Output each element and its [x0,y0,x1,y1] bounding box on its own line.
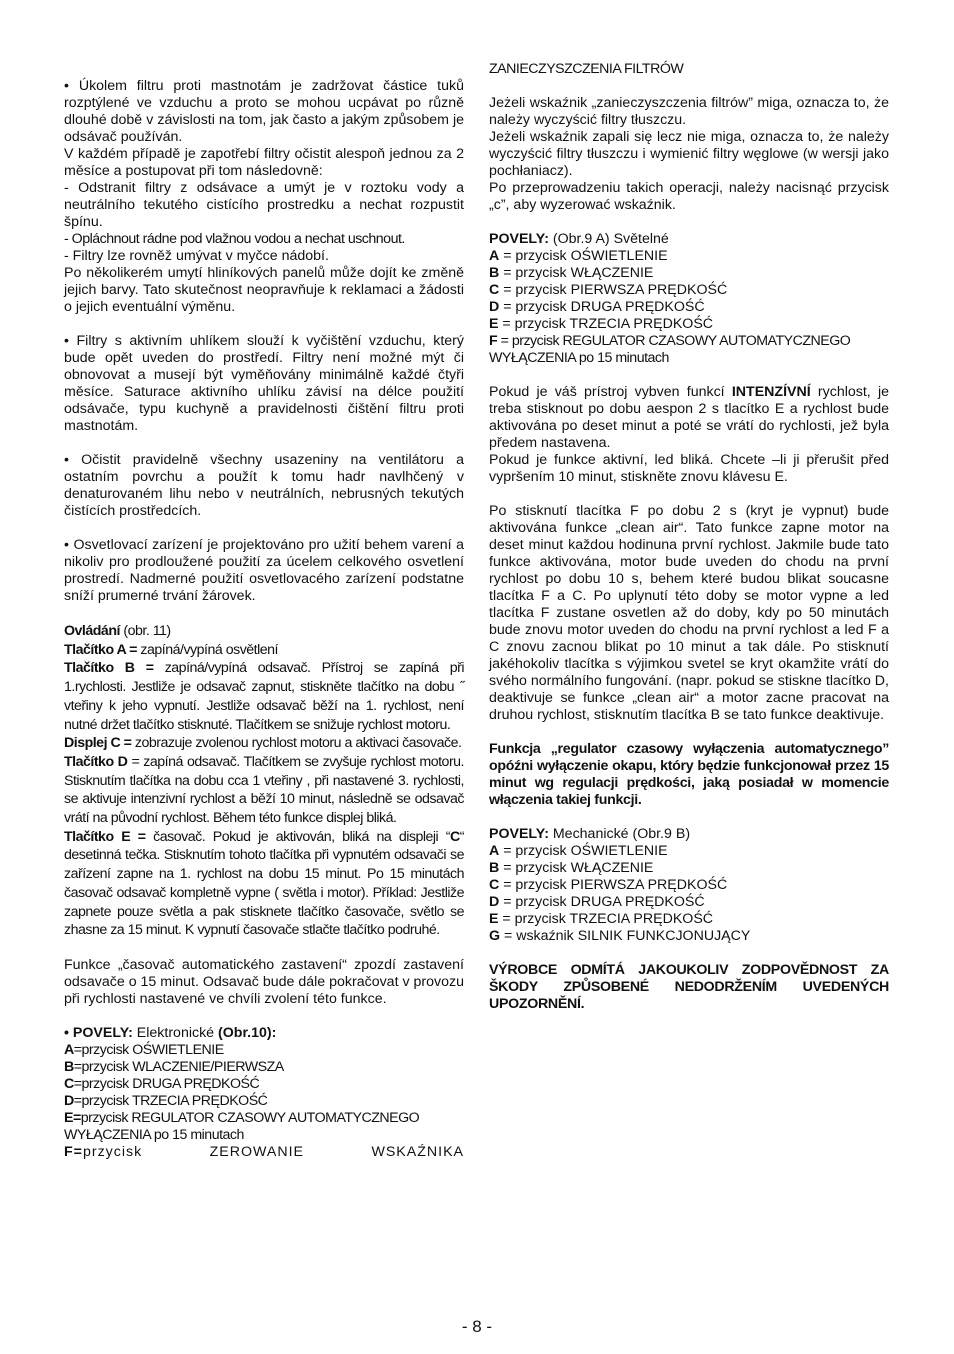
list-item-f: F=przycisk ZEROWANIE WSKAŹNIKA [64,1143,464,1160]
list-item: G = wskaźnik SILNIK FUNKCJONUJĄCY [489,928,751,944]
lighting-paragraph: • Osvetlovací zarízení je projektováno pro užití behem varení a nikoliv pro prodloužené použití za úcelem celkového osvetlení prostredí. Nadmerné použití osvetlovacého zarízení podstatne sníží prumerné trvání žárovek. [64,537,464,604]
list-item: B = przycisk WŁĄCZENIE [489,860,654,876]
indicator-blinking-paragraph: Jeżeli wskaźnik „zanieczyszczenia filtrów” miga, oznacza to, że należy wyczyścić filtry tłuszczu. [489,95,889,128]
list-item: E = przycisk TRZECIA PRĘDKOŚĆ [489,316,714,332]
list-item: C=przycisk DRUGA PRĘDKOŚĆ [64,1075,260,1092]
list-item: F = przycisk REGULATOR CZASOWY AUTOMATYCZNEGO WYŁĄCZENIA po 15 minutach [489,333,851,366]
electronic-controls-list [64,1042,464,1144]
list-item: A = przycisk OŚWIETLENIE [489,843,668,859]
light-controls-list [489,248,889,367]
disclaimer: VÝROBCE ODMÍTÁ JAKOUKOLIV ZODPOVĚDNOST ZA ŠKODY ZPŮSOBENÉ NEDODRŽENÍM UVEDENÝCH UPOZORNĚNÍ. [489,962,889,1012]
list-item: E=przycisk REGULATOR CZASOWY AUTOMATYCZNEGO WYŁĄCZENIA po 15 minutach [64,1109,420,1143]
list-item: A = przycisk OŚWIETLENIE [489,248,668,264]
list-item: D=przycisk TRZECIA PRĘDKOŚĆ [64,1092,268,1109]
section-title: ZANIECZYSZCZENIA FILTRÓW [489,61,684,77]
filter-grease-paragraph: • Úkolem filtru proti mastnotám je zadržovat částice tuků rozptýlené ve vzduchu a proto se mohou ucpávat po různě dlouhé době v závislosti na tom, jak často a jakým způsobem je odsávač používán. [64,78,464,145]
left-column [64,78,464,1161]
auto-stop-timer-paragraph: Funkce „časovač automatického zastavení“ zpozdí zastavení odsavače o 15 minut. Odsavač bude dále pokračovat v provozu při rychlosti nastavené ve chvíli zvolení této funkce. [64,956,464,1007]
cleaning-interval-paragraph: V každém případě je zapotřebí filtry očistit alespoň jednou za 2 měsíce a postupovat při tom následovně: [64,146,464,179]
cleaning-step-remove: - Odstranit filtry z odsávace a umýt je v roztoku vody a neutrálního tekutého cistícího prostredku a nechat rozpustit špínu. [64,180,464,230]
button-a-description: Tlačítko A = zapíná/vypíná osvětlení [64,641,278,658]
list-item: E = przycisk TRZECIA PRĘDKOŚĆ [489,911,714,927]
reset-indicator-paragraph: Po przeprowadzeniu takich operacji, należy nacisnąć przycisk „c”, aby wyzerować wskaźnik. [489,180,889,213]
fan-cleaning-paragraph: • Očistit pravidelně všechny usazeniny na ventilátoru a ostatním povrchu a použít k tomu hadr navlhčený v denaturovaném lihu nebo v neutrálních, nebrusných tekutých čistících prostředcích. [64,452,464,519]
carbon-filter-paragraph: • Filtry s aktivním uhlíkem slouží k vyčištění vzduchu, který bude opět uveden do prostředí. Filtry není možné mýt či obnovovat a musejí být vyměňovány minimálně každé čtyři měsíce. Saturace aktivního uhlíku závisí na délce použití odsávače, typu kuchyně a pravidelnosti čištění filtru proti mastnotám. [64,333,464,434]
right-column [489,61,889,1013]
mechanical-controls-list [489,843,889,945]
controls-heading: Ovládání (obr. 11) [64,623,171,639]
button-d-description: Tlačítko D = zapíná odsavač. Tlačítkem se zvyšuje rychlost motoru. Stisknutím tlačítka na dobu cca 1 vteřiny , při nastavené 3. rychlosti, se aktivuje intenzivní rychlost a běží 10 minut, následně se odsavač vrátí na původní rychlost. Během této funkce displej bliká. [64,753,464,827]
list-item: B=przycisk WLACZENIE/PIERWSZA [64,1058,284,1075]
intensive-speed-paragraph: Pokud je váš prístroj vybven funkcí INTENZÍVNÍ rychlost, je treba stisknout po dobu aespon 2 s tlacítko E a rychlost bude aktivována po deset minut a poté se vrátí do rychlosti, jež byla předem nastavena. [489,384,889,451]
display-c-description: Displej C = zobrazuje zvolenou rychlost motoru a aktivaci časovače. [64,735,462,752]
indicator-steady-paragraph: Jeżeli wskaźnik zapali się lecz nie miga, oznacza to, że należy wyczyścić filtry tłuszczu i wymienić filtry węglowe (w wersji jako pochłaniacz). [489,129,889,179]
timer-function-paragraph: Funkcja „regulator czasowy wyłączenia automatycznego” opóźni wyłączenie okapu, który będzie funkcjonował przez 15 minut wg regulacji prędkości, jaką posiadał w momencie włączenia takiej funkcji. [489,741,889,808]
page-number: - 8 - [461,1317,493,1336]
cleaning-step-rinse: - Opláchnout rádne pod vlažnou vodou a nechat uschnout. [64,231,405,247]
button-e-description: Tlačítko E = časovač. Pokud je aktivován, bliká na displeji “C“ desetinná tečka. Stisknutím tohoto tlačítka při vypnutém odsavači se zařízení zapne na 1. rychlost na dobu 15 minut. Po 15 minutách časovač odsavač kompletně vypne ( světla i motor). Příklad: Jestliže zapnete pouze světla a pak stisknete tlačítko časovače, světlo se zhasne za 15 minut. K vypnutí časovače stlačte tlačítko podruhé. [64,828,464,939]
electronic-controls-heading: • POVELY: Elektronické (Obr.10): [64,1024,277,1041]
intensive-cancel-paragraph: Pokud je funkce aktivní, led bliká. Chcete –li ji přerušit před vypršením 10 minut, stiskněte znovu klávesu E. [489,452,889,485]
clean-air-paragraph: Po stisknutí tlacítka F po dobu 2 s (kryt je vypnut) bude aktivována funkce „clean air“. Tato funkce zapne motor na deset minut každou hodinuna první rychlost. Jakmile bude tato funkce aktivována, motor bude uveden do chodu na první rychlost po dobu 10 s, behem které budou blikat soucasne tlacítka F a C. Po uplynutí této doby se motor vypne a led tlacítka F zustane osvetlen až do doby, kdy po 50 minutách bude znovu motor uveden do chodu na první rychlost a led F a C znovu zacnou blikat po 10 minut a tak dále. Po stisknutí jakéhokoliv tlacítka s výjimkou svetel se kryt okamžite vrátí do svého normálního fungování. (napr. pokud se stiskne tlacítko D, deaktivuje se funkce „clean air“ a motor zacne pracovat na druhou rychlost, stisknutím tlacítka B se tato funkce deaktivuje. [489,503,889,723]
cleaning-step-dishwasher: - Filtry lze rovněž umývat v myčce nádobí. [64,248,329,264]
list-item: C = przycisk PIERWSZA PRĘDKOŚĆ [489,877,728,893]
list-item: D = przycisk DRUGA PRĘDKOŚĆ [489,894,705,910]
list-item: B = przycisk WŁĄCZENIE [489,265,654,281]
button-b-description: Tlačítko B = zapíná/vypíná odsavač. Přístroj se zapíná při 1.rychlosti. Jestliže je odsavač zapnut, stiskněte tlačítko na dobu ˝ vteřiny k jeho vypnutí. Jestliže odsavač běží na 1. rychlost, není nutné držet tlačítko stisknuté. Tlačítkem se snižuje rychlost motoru. [64,660,464,733]
aluminium-color-paragraph: Po několikerém umytí hliníkových panelů může dojít ke změně jejich barvy. Tato skutečnost neopravňuje k reklamaci a žádosti o jejich eventuální výměnu. [64,265,464,315]
mechanical-controls-heading: POVELY: Mechanické (Obr.9 B) [489,826,691,842]
list-item: D = przycisk DRUGA PRĘDKOŚĆ [489,299,705,315]
light-controls-heading: POVELY: (Obr.9 A) Světelné [489,231,669,247]
list-item: A=przycisk OŚWIETLENIE [64,1041,224,1058]
list-item: C = przycisk PIERWSZA PRĘDKOŚĆ [489,282,728,298]
